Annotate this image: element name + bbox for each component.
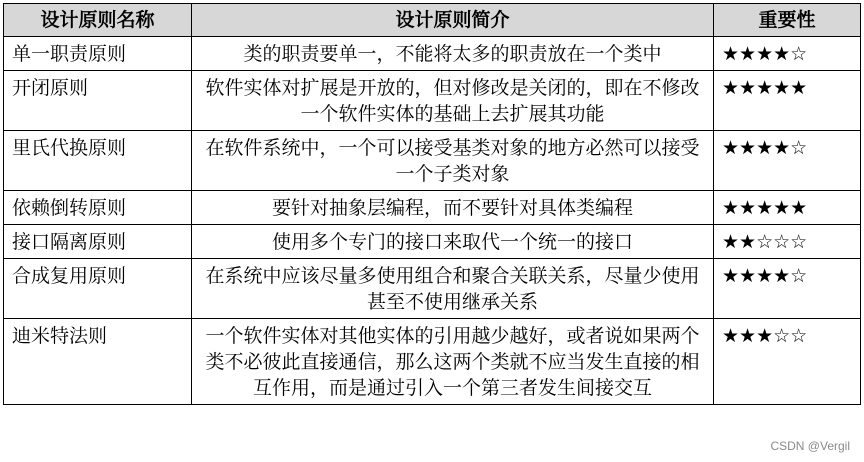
header-importance: 重要性 <box>714 4 861 37</box>
table-row <box>4 37 861 71</box>
importance-rating: ★★★★☆ <box>714 131 861 191</box>
principle-name-cell: 迪米特法则 <box>4 319 192 405</box>
header-principle-name: 设计原则名称 <box>4 4 192 37</box>
principle-description-cell: 要针对抽象层编程，而不要针对具体类编程 <box>192 191 714 225</box>
importance-rating: ★★★★★ <box>714 191 861 225</box>
principle-description-cell: 软件实体对扩展是开放的，但对修改是关闭的，即在不修改一个软件实体的基础上去扩展其功能 <box>192 71 714 131</box>
principle-description-cell: 使用多个专门的接口来取代一个统一的接口 <box>192 225 714 259</box>
table-row <box>4 225 861 259</box>
table-row <box>4 131 861 191</box>
principle-name-cell: 依赖倒转原则 <box>4 191 192 225</box>
csdn-watermark: CSDN @Vergil <box>770 439 850 453</box>
table-row <box>4 259 861 319</box>
importance-rating: ★★★★☆ <box>714 37 861 71</box>
importance-rating: ★★☆☆☆ <box>714 225 861 259</box>
importance-rating: ★★★★☆ <box>714 259 861 319</box>
principle-description-cell: 类的职责要单一，不能将太多的职责放在一个类中 <box>192 37 714 71</box>
principle-description-cell: 一个软件实体对其他实体的引用越少越好，或者说如果两个类不必彼此直接通信，那么这两个类就不应当发生直接的相互作用，而是通过引入一个第三者发生间接交互 <box>192 319 714 405</box>
table-row <box>4 191 861 225</box>
header-principle-description: 设计原则简介 <box>192 4 714 37</box>
importance-rating: ★★★★★ <box>714 71 861 131</box>
principle-name-cell: 接口隔离原则 <box>4 225 192 259</box>
table-header <box>4 4 861 37</box>
principle-name-cell: 单一职责原则 <box>4 37 192 71</box>
principle-name-cell: 合成复用原则 <box>4 259 192 319</box>
table-row <box>4 71 861 131</box>
header-row <box>4 4 861 37</box>
table-row <box>4 319 861 405</box>
principle-name-cell: 里氏代换原则 <box>4 131 192 191</box>
importance-rating: ★★★☆☆ <box>714 319 861 405</box>
principle-description-cell: 在系统中应该尽量多使用组合和聚合关联关系，尽量少使用甚至不使用继承关系 <box>192 259 714 319</box>
table-body <box>4 37 861 405</box>
design-principles-table <box>3 3 861 405</box>
principle-description-cell: 在软件系统中，一个可以接受基类对象的地方必然可以接受一个子类对象 <box>192 131 714 191</box>
principle-name-cell: 开闭原则 <box>4 71 192 131</box>
